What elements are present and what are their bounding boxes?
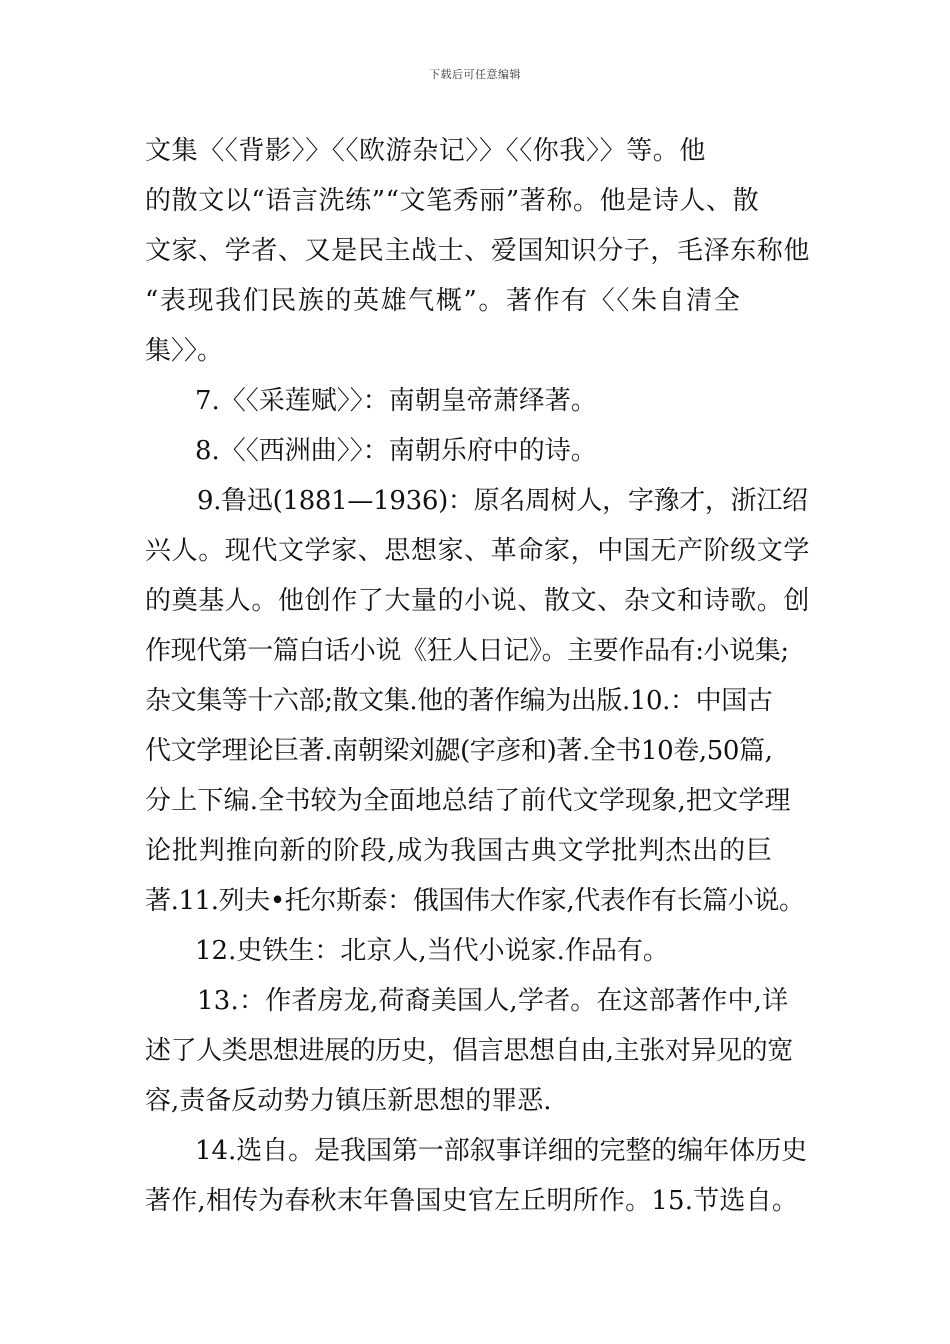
text-line: 文家、学者、又是民主战士、爱国知识分子，毛泽东称他 [145,236,811,266]
text-line: 著.11.列夫•托尔斯泰：俄国伟大作家,代表作有长篇小说。 [145,886,805,916]
list-item-13: 13.：作者房龙,荷裔美国人,学者。在这部著作中,详 [197,986,789,1016]
text-line: 的奠基人。他创作了大量的小说、散文、杂文和诗歌。创 [145,586,811,616]
list-item-7: 7.〈〈采莲赋〉〉：南朝皇帝萧绎著。 [195,386,597,416]
text-line: 容,责备反动势力镇压新思想的罪恶. [145,1086,552,1116]
text-line: 代文学理论巨著.南朝梁刘勰(字彦和)著.全书10卷,50篇, [145,736,773,766]
text-line: 杂文集等十六部;散文集.他的著作编为出版.10.：中国古 [145,686,773,716]
page-header: 下载后可任意编辑 [429,68,521,81]
text-line: 文集〈〈背影〉〉〈〈欧游杂记〉〉〈〈你我〉〉等。他 [145,136,707,166]
text-line: “表现我们民族的英雄气概”。著作有〈〈朱自清全 [145,286,742,316]
text-line: 分上下编.全书较为全面地总结了前代文学现象,把文学理 [145,786,791,816]
text-line: 兴人。现代文学家、思想家、革命家，中国无产阶级文学 [145,536,811,566]
list-item-9: 9.鲁迅(1881—1936)：原名周树人，字豫才，浙江绍 [197,486,808,516]
text-line: 的散文以“语言洗练”“文笔秀丽”著称。他是诗人、散 [145,186,760,216]
document-body [145,126,810,1226]
text-line: 论批判推向新的阶段,成为我国古典文学批判杰出的巨 [145,836,773,866]
text-line: 述了人类思想进展的历史，倡言思想自由,主张对异见的宽 [145,1036,793,1066]
list-item-12: 12.史铁生：北京人,当代小说家.作品有。 [195,936,669,966]
list-item-8: 8.〈〈西洲曲〉〉：南朝乐府中的诗。 [195,436,597,466]
list-item-14: 14.选自。是我国第一部叙事详细的完整的编年体历史 [195,1136,808,1166]
text-line: 著作,相传为春秋末年鲁国史官左丘明所作。15.节选自。 [145,1186,799,1216]
text-line: 作现代第一篇白话小说《狂人日记》。主要作品有:小说集; [145,636,789,666]
text-line: 集〉〉。 [145,336,224,366]
